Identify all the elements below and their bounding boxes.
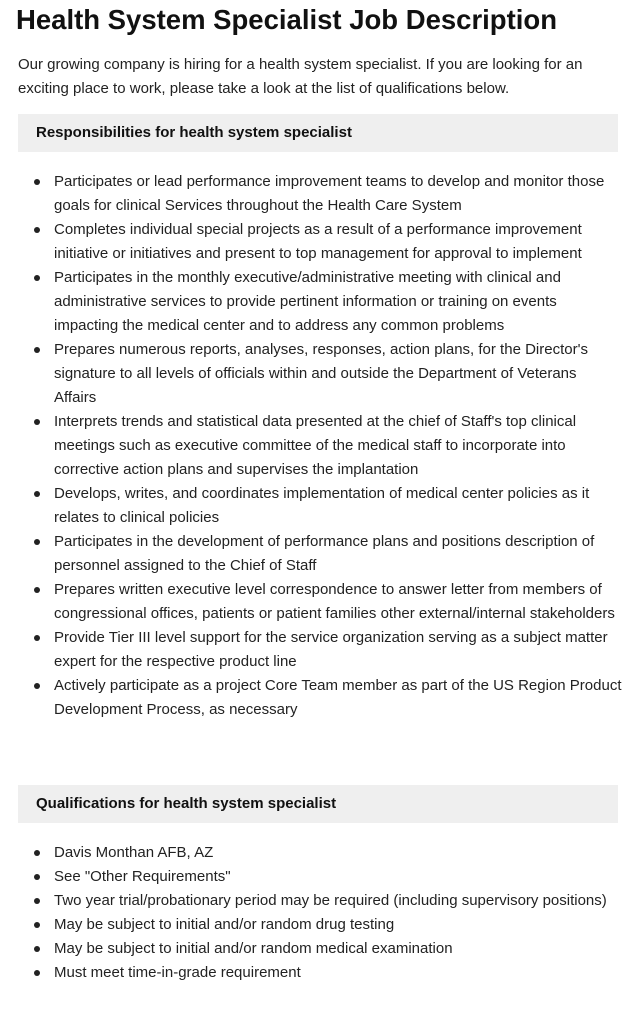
- list-item: Actively participate as a project Core Team member as part of the US Region Product Development Process, as necessary: [54, 674, 622, 722]
- list-item: Participates in the monthly executive/administrative meeting with clinical and administrative services to provide pertinent information or training on events impacting the medical center and to address any common problems: [54, 266, 622, 338]
- list-item: May be subject to initial and/or random medical examination: [54, 937, 622, 961]
- list-item: Participates in the development of performance plans and positions description of personnel assigned to the Chief of Staff: [54, 530, 622, 578]
- responsibilities-heading: Responsibilities for health system specialist: [18, 114, 618, 152]
- qualifications-heading: Qualifications for health system specialist: [18, 785, 618, 823]
- list-item: See "Other Requirements": [54, 865, 622, 889]
- list-item: Must meet time-in-grade requirement: [54, 961, 622, 985]
- responsibilities-list: [18, 170, 622, 722]
- list-item: Davis Monthan AFB, AZ: [54, 841, 622, 865]
- intro-paragraph: Our growing company is hiring for a health system specialist. If you are looking for an exciting place to work, please take a look at the list of qualifications below.: [18, 56, 583, 97]
- list-item: Provide Tier III level support for the service organization serving as a subject matter expert for the respective product line: [54, 626, 622, 674]
- list-item: Two year trial/probationary period may be required (including supervisory positions): [54, 889, 622, 913]
- list-item: Completes individual special projects as a result of a performance improvement initiative or initiatives and present to top management for approval to implement: [54, 218, 622, 266]
- list-item: Prepares numerous reports, analyses, responses, action plans, for the Director's signature to all levels of officials within and outside the Department of Veterans Affairs: [54, 338, 622, 410]
- list-item: Prepares written executive level correspondence to answer letter from members of congressional offices, patients or patient families other external/internal stakeholders: [54, 578, 622, 626]
- list-item: Interprets trends and statistical data presented at the chief of Staff's top clinical meetings such as executive committee of the medical staff to incorporate into corrective action plans and supervises the implantation: [54, 410, 622, 482]
- page-title: Health System Specialist Job Description: [16, 4, 558, 35]
- list-item: Participates or lead performance improvement teams to develop and monitor those goals for clinical Services throughout the Health Care System: [54, 170, 622, 218]
- list-item: May be subject to initial and/or random drug testing: [54, 913, 622, 937]
- list-item: Develops, writes, and coordinates implementation of medical center policies as it relates to clinical policies: [54, 482, 622, 530]
- qualifications-list: [18, 841, 622, 985]
